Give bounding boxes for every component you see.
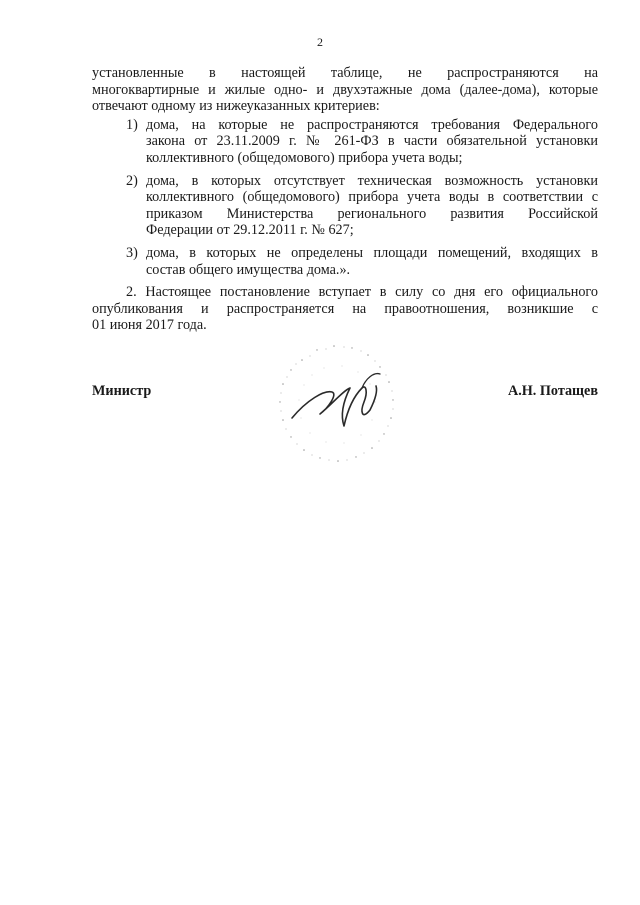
criteria-line: дома, в которых отсутствует техническая возможность установки <box>146 172 598 189</box>
page-number: 2 <box>317 35 323 49</box>
signer-position: Министр <box>92 383 152 399</box>
criteria-line: коллективного (общедомового) прибора учета воды в соответствии с <box>146 189 598 206</box>
paragraph-line: 2. Настоящее постановление вступает в силу со дня его официального <box>126 284 598 301</box>
criteria-list <box>92 117 598 278</box>
criteria-item <box>92 117 598 167</box>
criteria-line: дома, в которых не определены площади помещений, входящих в <box>146 244 598 261</box>
paragraph-line: опубликования и распространяется на правоотношения, возникшие с <box>92 300 598 317</box>
document-body <box>92 65 598 334</box>
criteria-line: закона от 23.11.2009 г. № 261-ФЗ в части обязательной установки <box>146 133 598 150</box>
criteria-line: дома, на которые не распространяются требования Федерального <box>146 116 598 133</box>
official-seal-with-signature <box>262 330 412 480</box>
criteria-line: приказом Министерства регионального развития Российской <box>146 205 598 222</box>
criteria-marker: 1) <box>126 116 138 133</box>
criteria-line: Федерации от 29.12.2011 г. № 627; <box>146 222 354 239</box>
paragraph-line: 01 июня 2017 года. <box>92 317 207 334</box>
effective-date-paragraph <box>92 284 598 334</box>
intro-paragraph <box>92 65 598 115</box>
criteria-marker: 2) <box>126 172 138 189</box>
criteria-item <box>92 245 598 278</box>
criteria-marker: 3) <box>126 244 138 261</box>
criteria-line: коллективного (общедомового) прибора учета воды; <box>146 149 463 166</box>
signature-tail <box>362 374 380 388</box>
seal-dots <box>279 345 393 462</box>
signer-name: А.Н. Потащев <box>507 383 598 399</box>
intro-line: многоквартирные и жилые одно- и двухэтажные дома (далее-дома), которые <box>92 81 598 98</box>
criteria-line: состав общего имущества дома.». <box>146 261 351 278</box>
intro-line: отвечают одному из нижеуказанных критериев: <box>92 98 380 115</box>
handwritten-signature <box>292 386 377 426</box>
intro-line: установленные в настоящей таблице, не распространяются на <box>92 65 598 81</box>
criteria-item <box>92 173 598 239</box>
